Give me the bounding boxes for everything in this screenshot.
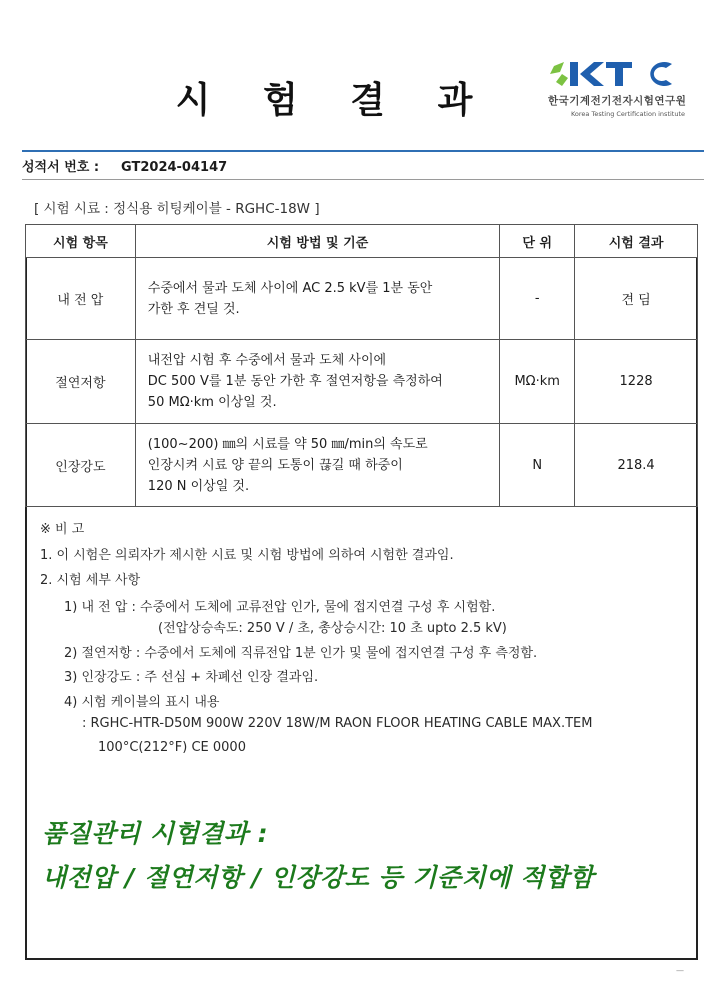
row-item: 인장강도 bbox=[26, 424, 136, 507]
table-header-row bbox=[26, 225, 698, 258]
header-test-item: 시험 항목 bbox=[26, 225, 136, 258]
table-row bbox=[26, 340, 698, 424]
certificate-label: 성적서 번호 : bbox=[22, 160, 100, 175]
row-item: 절연저항 bbox=[26, 340, 136, 424]
detail-insulation: 2) 절연저항 : 수중에서 도체에 직류전압 1분 인가 및 물에 접지연결 구성 후 측정함. bbox=[64, 646, 538, 661]
remarks-heading: ※ 비 고 bbox=[40, 522, 85, 537]
row-item: 내 전 압 bbox=[26, 258, 136, 340]
cable-marking-line-2: 100°C(212°F) CE 0000 bbox=[98, 740, 246, 755]
certificate-rule bbox=[22, 179, 704, 180]
row-method bbox=[135, 424, 499, 507]
row-method bbox=[135, 258, 499, 340]
remark-1: 1. 이 시험은 의뢰자가 제시한 시료 및 시험 방법에 의하여 시험한 결과임. bbox=[40, 548, 454, 563]
method-line: 수중에서 물과 도체 사이에 AC 2.5 kV를 1분 동안 bbox=[147, 280, 433, 296]
sample-description: [ 시험 시료 : 정식용 히팅케이블 - RGHC-18W ] bbox=[34, 201, 320, 217]
method-line: (100~200) ㎜의 시료를 약 50 ㎜/min의 속도로 bbox=[147, 436, 428, 452]
row-unit: MΩ·km bbox=[500, 340, 575, 424]
detail-withstand-voltage-cond: (전압상승속도: 250 V / 초, 총상승시간: 10 초 upto 2.5 kV) bbox=[158, 621, 507, 636]
header-rule bbox=[22, 150, 704, 152]
method-line: 50 MΩ·km 이상일 것. bbox=[147, 395, 277, 410]
method-line: DC 500 V를 1분 동안 가한 후 절연저항을 측정하여 bbox=[147, 374, 443, 389]
corner-mark: — bbox=[676, 966, 684, 975]
row-result: 1228 bbox=[575, 340, 698, 424]
method-line: 인장시켜 시료 양 끝의 도통이 끊길 때 하중이 bbox=[147, 457, 403, 473]
logo-korean-name: 한국기계전기전자시험연구원 bbox=[548, 95, 687, 107]
method-line: 내전압 시험 후 수중에서 물과 도체 사이에 bbox=[147, 353, 387, 368]
certificate-number-line bbox=[22, 156, 227, 175]
detail-tensile: 3) 인장강도 : 주 선심 + 차폐선 인장 결과임. bbox=[64, 670, 319, 685]
results-table bbox=[25, 224, 698, 507]
detail-cable-marking: 4) 시험 케이블의 표시 내용 bbox=[64, 695, 220, 710]
detail-withstand-voltage: 1) 내 전 압 : 수중에서 도체에 교류전압 인가, 물에 접지연결 구성 후 시험함. bbox=[64, 600, 496, 615]
remark-2: 2. 시험 세부 사항 bbox=[40, 573, 141, 588]
row-result: 218.4 bbox=[575, 424, 698, 507]
ktc-logo bbox=[548, 58, 708, 118]
row-result: 견 딤 bbox=[575, 258, 698, 340]
row-method bbox=[135, 340, 499, 424]
row-unit: - bbox=[500, 258, 575, 340]
table-row bbox=[26, 258, 698, 340]
header-test-method: 시험 방법 및 기준 bbox=[135, 225, 499, 258]
cable-marking-line-1: : RGHC-HTR-D50M 900W 220V 18W/M RAON FLOOR HEATING CABLE MAX.TEM bbox=[82, 716, 593, 731]
ktc-logo-mark bbox=[548, 58, 678, 90]
page-title: 시 험 결 과 bbox=[175, 80, 493, 121]
header-test-result: 시험 결과 bbox=[575, 225, 698, 258]
certificate-number: GT2024-04147 bbox=[121, 160, 228, 175]
table-row bbox=[26, 424, 698, 507]
header-unit: 단 위 bbox=[500, 225, 575, 258]
method-line: 가한 후 견딜 것. bbox=[147, 301, 240, 317]
summary-conclusion: 내전압 / 절연저항 / 인장강도 등 기준치에 적합함 bbox=[42, 863, 595, 892]
logo-english-name: Korea Testing Certification institute bbox=[570, 110, 686, 118]
summary-heading: 품질관리 시험결과 : bbox=[42, 819, 269, 848]
method-line: 120 N 이상일 것. bbox=[147, 478, 250, 494]
row-unit: N bbox=[500, 424, 575, 507]
